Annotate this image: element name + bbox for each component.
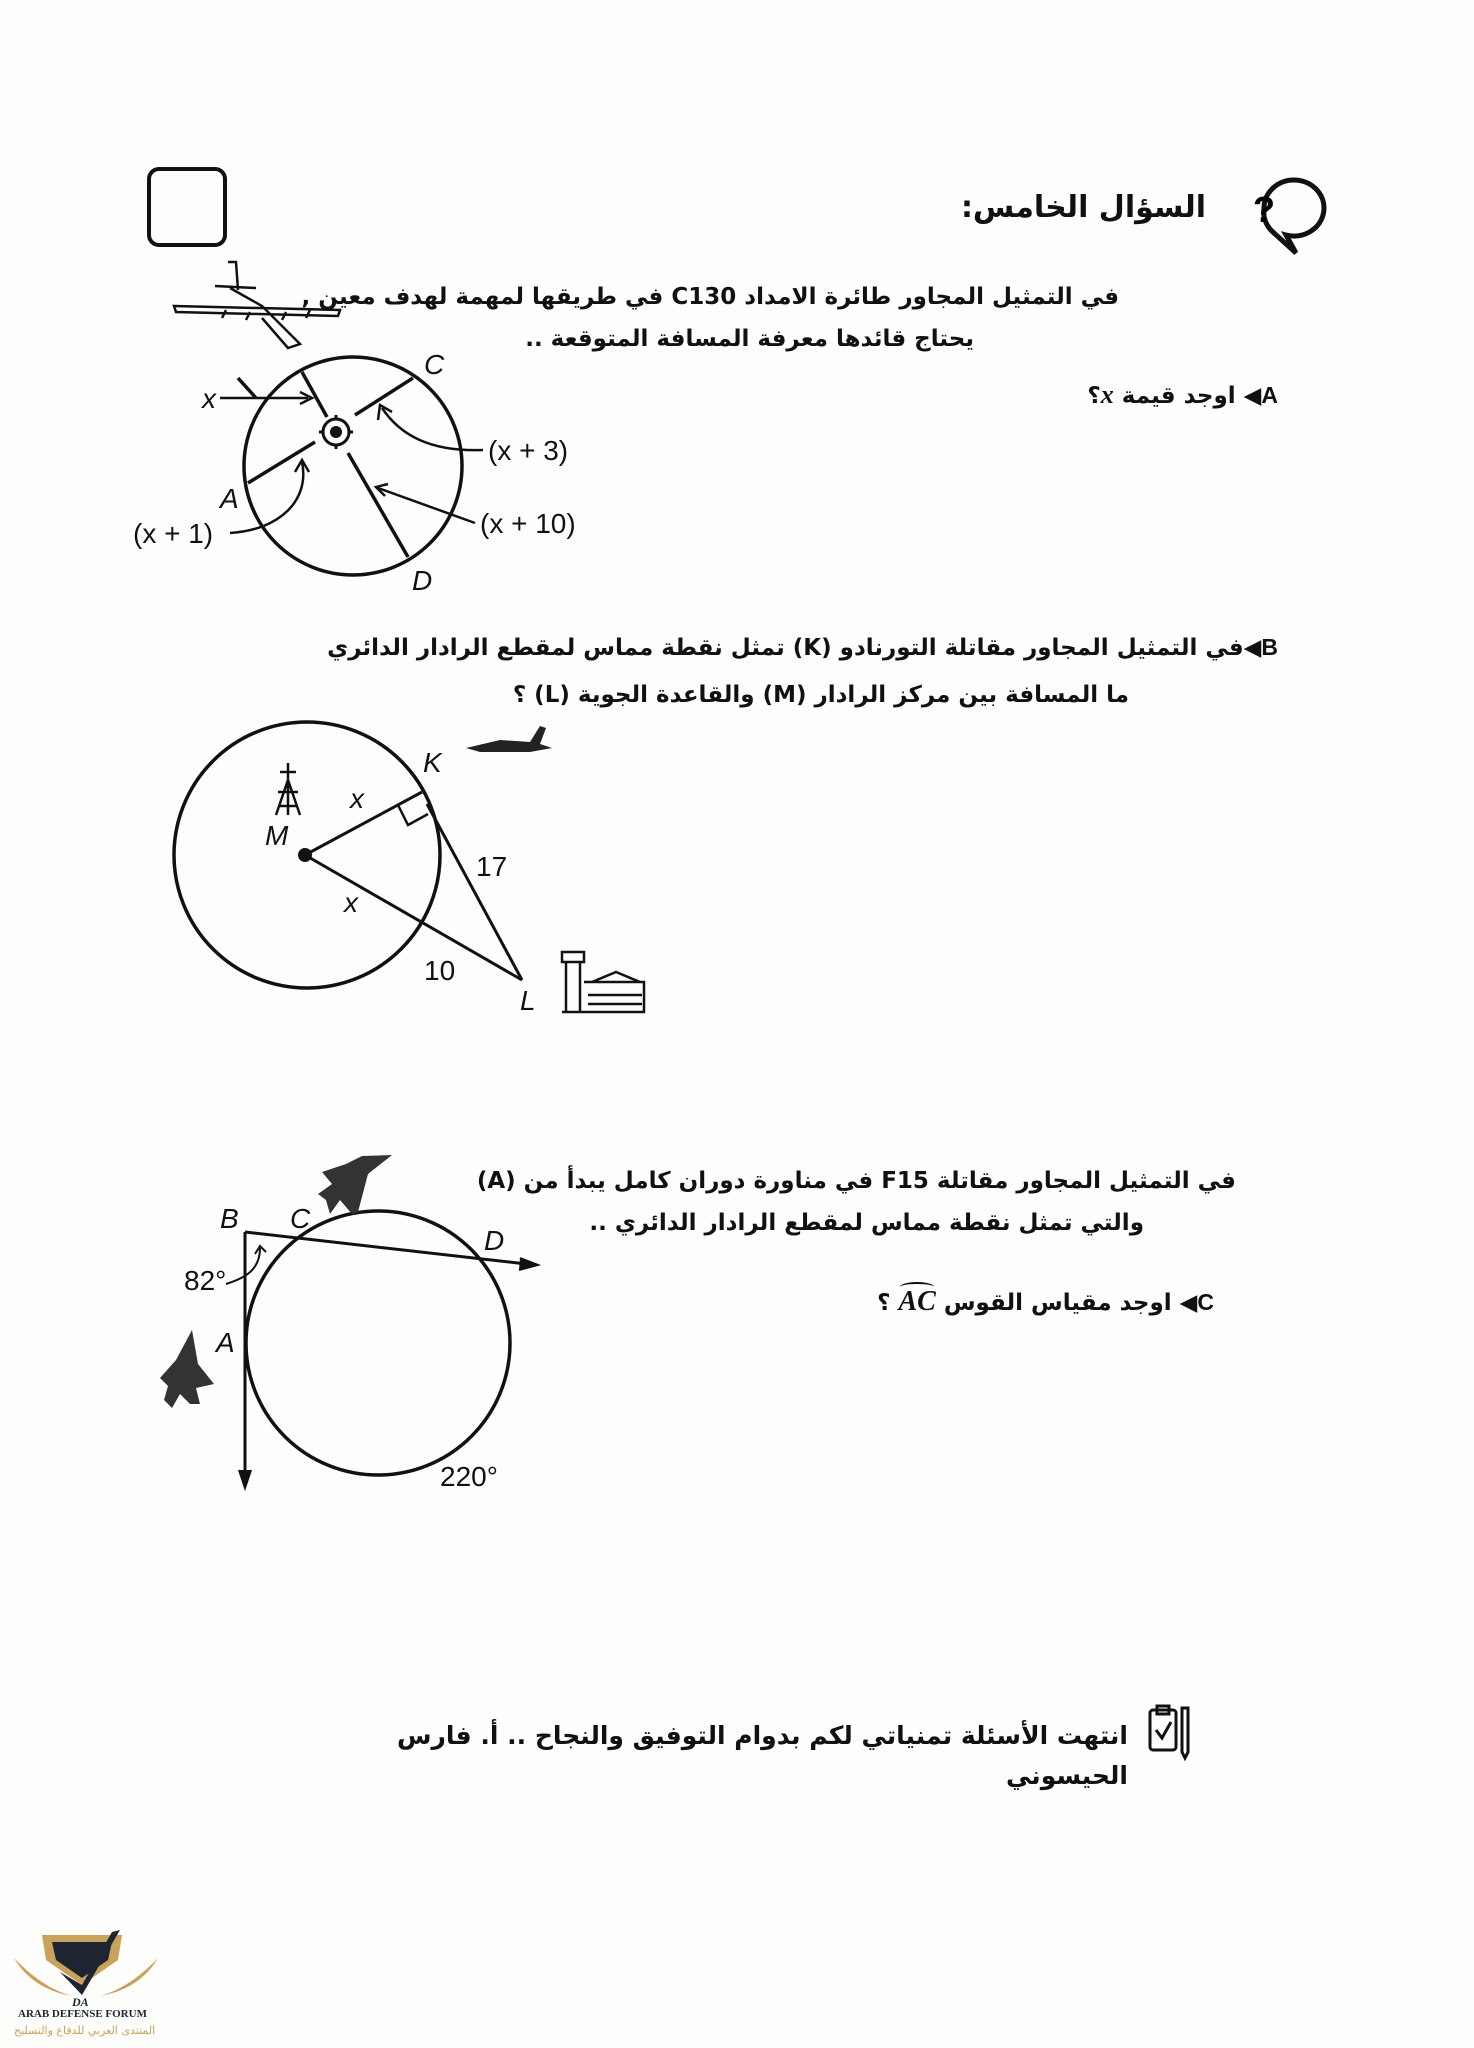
point-a-label: A <box>220 483 239 514</box>
point-a-label: A <box>216 1327 235 1358</box>
point-b-label: B <box>220 1203 239 1234</box>
pointer-icon: ◀ <box>1243 383 1262 409</box>
part-b-label: B <box>1261 634 1278 660</box>
point-d-label: D <box>412 565 433 596</box>
angle-label: 82° <box>184 1265 227 1296</box>
part-a-intro-line1: في التمثيل المجاور طائرة الامداد C130 في طريقها لمهمة لهدف معين , <box>301 284 1119 310</box>
part-c-intro-line1: في التمثيل المجاور مقاتلة F15 في مناورة دوران كامل يبدأ من (A) <box>476 1168 1236 1194</box>
question-text: اوجد مقياس القوس <box>943 1290 1172 1316</box>
logo-monogram: DA <box>72 1995 89 2009</box>
part-b-text: في التمثيل المجاور مقاتلة التورنادو (K) تمثل نقطة مماس لمقطع الرادار الدائري <box>327 635 1244 661</box>
footer-text: انتهت الأسئلة تمنياتي لكم بدوام التوفيق والنجاح .. أ. فارس الحيسوني <box>397 1721 1128 1790</box>
segment-x3-label: (x + 3) <box>488 435 569 466</box>
point-c-label: C <box>424 349 445 380</box>
part-a-intro-line2: يحتاج قائدها معرفة المسافة المتوقعة .. <box>525 326 974 352</box>
question-mark: ؟ <box>877 1290 891 1316</box>
segment-x-label: x <box>202 383 216 414</box>
part-c-intro-line2: والتي تمثل نقطة مماس لمقطع الرادار الدائري .. <box>589 1210 1144 1236</box>
point-k-label: K <box>423 747 442 778</box>
segment-x10-label: (x + 10) <box>480 508 576 539</box>
logo-name-ar: المنتدى العربي للدفاع والتسليح <box>14 2024 156 2037</box>
radius-mk-label: x <box>350 783 364 814</box>
point-m-label: M <box>265 820 289 851</box>
pointer-icon: ◀ <box>1243 635 1262 661</box>
part-b-line2: ما المسافة بين مركز الرادار (M) والقاعدة الجوية (L) ؟ <box>512 682 1129 708</box>
logo-name-en: ARAB DEFENSE FORUM <box>18 2008 147 2020</box>
segment-x1-label: (x + 1) <box>133 518 214 549</box>
tangent-length-label: 17 <box>476 851 508 882</box>
arc-measure-label: 220° <box>440 1461 498 1492</box>
question-mark: ؟ <box>1087 383 1101 409</box>
point-d-label: D <box>484 1225 505 1256</box>
point-c-label: C <box>290 1203 311 1234</box>
part-c-label: C <box>1197 1289 1214 1315</box>
pointer-icon: ◀ <box>1179 1290 1198 1316</box>
radius-m-label: x <box>344 887 358 918</box>
part-a-label: A <box>1261 382 1278 408</box>
external-segment-label: 10 <box>424 955 456 986</box>
arc-ac-notation: AC <box>898 1286 936 1317</box>
point-l-label: L <box>520 985 536 1016</box>
page-title: السؤال الخامس: <box>960 190 1206 225</box>
variable-x: x <box>1100 380 1114 409</box>
svg-text:?: ? <box>1253 189 1275 230</box>
question-text: اوجد قيمة <box>1121 383 1236 409</box>
